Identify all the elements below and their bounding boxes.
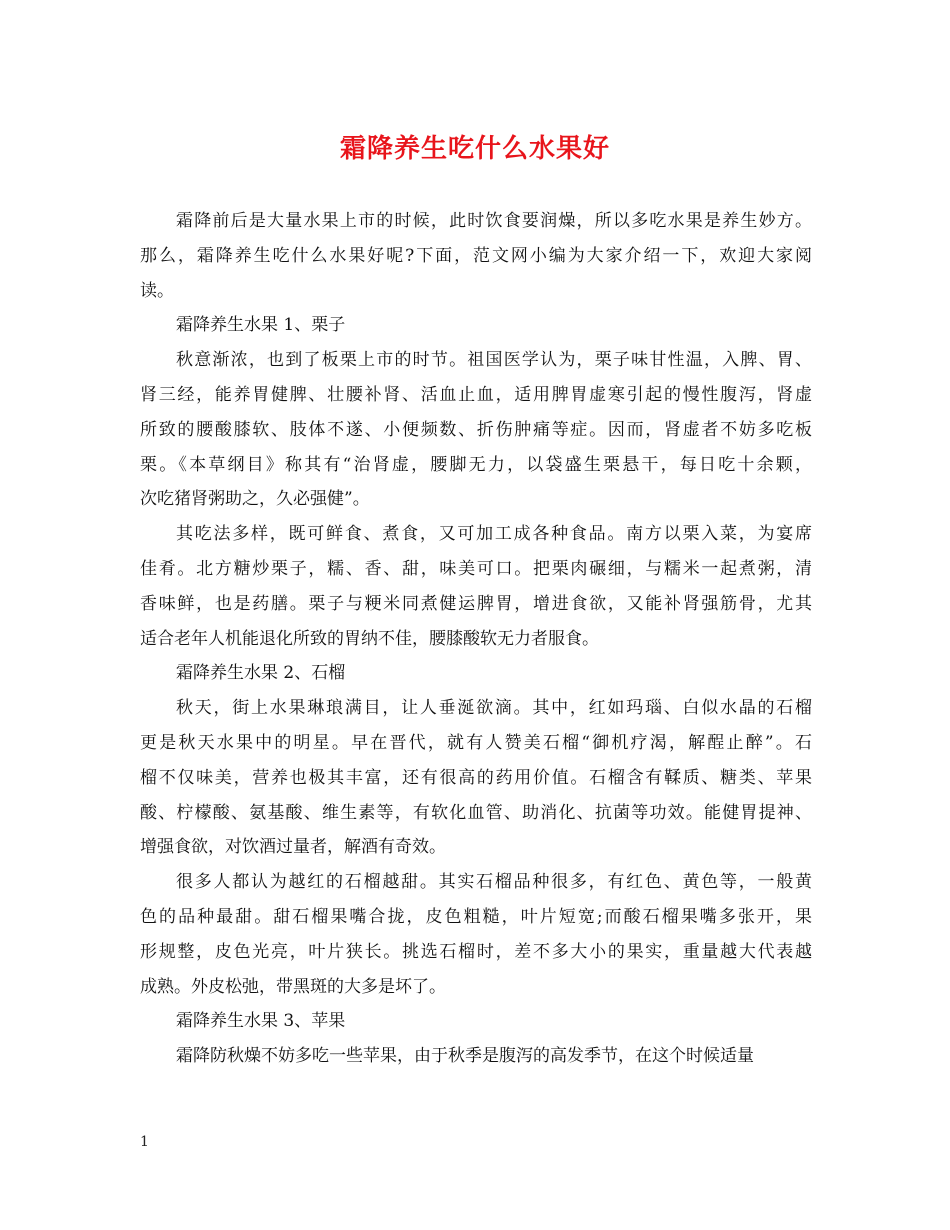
document-body xyxy=(140,204,812,1074)
page-number: 1 xyxy=(140,1134,149,1150)
paragraph-line: 栗。《本草纲目》称其有“治肾虚，腰脚无力，以袋盛生栗悬干，每日吃十余颗， xyxy=(140,454,812,475)
paragraph-line: 适合老年人机能退化所致的胃纳不佳，腰膝酸软无力者服食。 xyxy=(140,628,599,649)
paragraph-line: 佳肴。北方糖炒栗子，糯、香、甜，味美可口。把栗肉碾细，与糯米一起煮粥，清 xyxy=(140,558,812,579)
section-heading: 霜降养生水果 1、栗子 xyxy=(176,315,346,336)
paragraph-line: 秋天，街上水果琳琅满目，让人垂涎欲滴。其中，红如玛瑙、白似水晶的石榴 xyxy=(176,698,812,719)
paragraph-line: 其吃法多样，既可鲜食、煮食，又可加工成各种食品。南方以栗入菜，为宴席 xyxy=(176,524,812,545)
paragraph-line: 肾三经，能养胃健脾、壮腰补肾、活血止血，适用脾胃虚寒引起的慢性腹泻，肾虚 xyxy=(140,384,812,405)
paragraph-line: 读。 xyxy=(140,280,174,301)
section-heading: 霜降养生水果 3、苹果 xyxy=(176,1011,346,1032)
paragraph-line: 更是秋天水果中的明星。早在晋代，就有人赞美石榴“御机疗渴，解酲止醉”。石 xyxy=(140,732,812,753)
paragraph-line: 形规整，皮色光亮，叶片狭长。挑选石榴时，差不多大小的果实，重量越大代表越 xyxy=(140,941,812,962)
paragraph-line: 很多人都认为越红的石榴越甜。其实石榴品种很多，有红色、黄色等，一般黄 xyxy=(176,872,812,893)
paragraph-line: 色的品种最甜。甜石榴果嘴合拢，皮色粗糙，叶片短宽;而酸石榴果嘴多张开，果 xyxy=(140,906,812,927)
paragraph-line: 所致的腰酸膝软、肢体不遂、小便频数、折伤肿痛等症。因而，肾虚者不妨多吃板 xyxy=(140,419,812,440)
paragraph-line: 霜降前后是大量水果上市的时候，此时饮食要润燥，所以多吃水果是养生妙方。 xyxy=(176,211,812,231)
paragraph-line: 增强食欲，对饮酒过量者，解酒有奇效。 xyxy=(140,837,446,858)
paragraph-line: 香味鲜，也是药膳。栗子与粳米同煮健运脾胃，增进食欲，又能补肾强筋骨，尤其 xyxy=(140,593,812,614)
paragraph-line: 秋意渐浓，也到了板栗上市的时节。祖国医学认为，栗子味甘性温，入脾、胃、 xyxy=(176,350,812,371)
paragraph-line: 成熟。外皮松弛，带黑斑的大多是坏了。 xyxy=(140,976,446,997)
paragraph-line: 霜降防秋燥不妨多吃一些苹果，由于秋季是腹泻的高发季节，在这个时候适量 xyxy=(176,1046,754,1067)
paragraph-line: 那么，霜降养生吃什么水果好呢?下面，范文网小编为大家介绍一下，欢迎大家阅 xyxy=(140,245,812,266)
paragraph-line: 榴不仅味美，营养也极其丰富，还有很高的药用价值。石榴含有鞣质、糖类、苹果 xyxy=(140,767,812,788)
paragraph-line: 酸、柠檬酸、氨基酸、维生素等，有软化血管、助消化、抗菌等功效。能健胃提神、 xyxy=(140,802,812,823)
document-title: 霜降养生吃什么水果好 xyxy=(339,134,610,164)
section-heading: 霜降养生水果 2、石榴 xyxy=(176,663,346,684)
paragraph-line: 次吃猪肾粥助之，久必强健”。 xyxy=(140,489,370,510)
